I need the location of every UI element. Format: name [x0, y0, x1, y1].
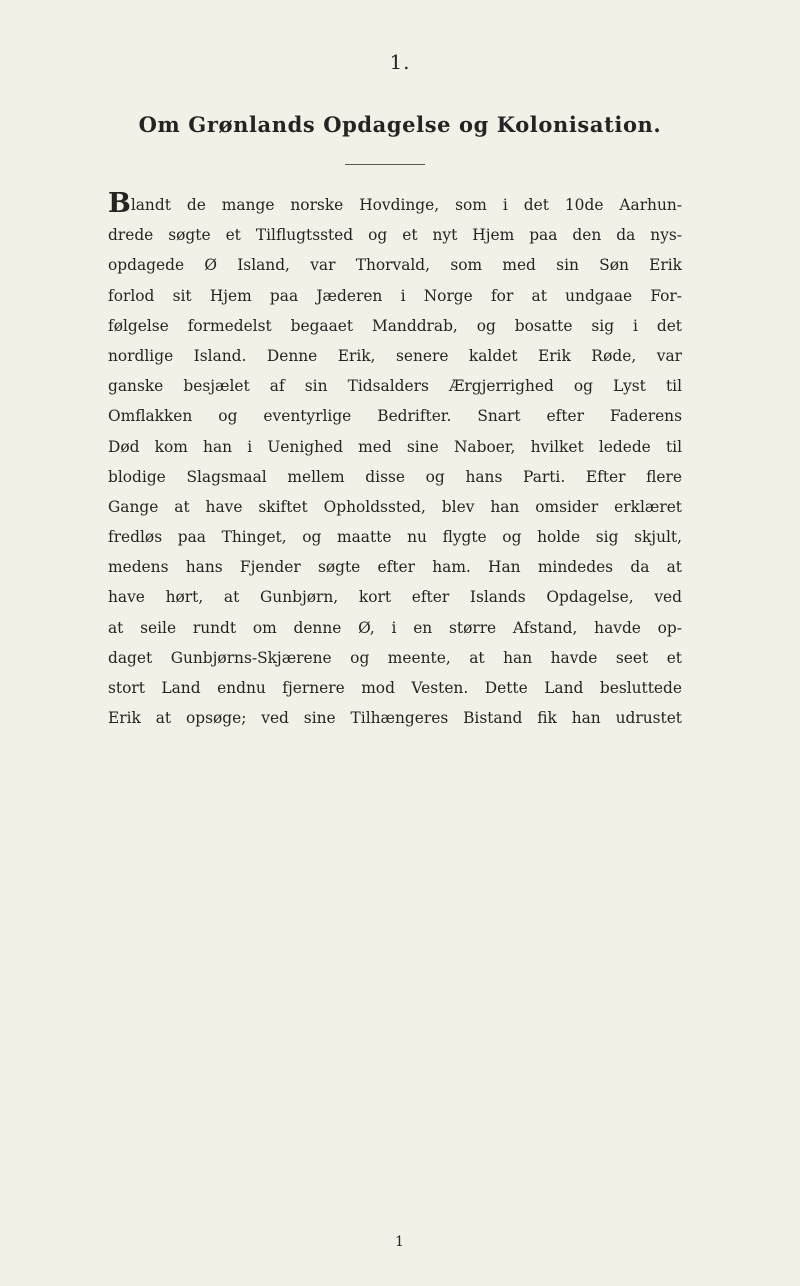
drop-cap: B: [108, 190, 131, 219]
text-line: opdagede Ø Island, var Thorvald, som med sin Søn Erik: [108, 256, 682, 275]
text-line: Omflakken og eventyrlige Bedrifter. Snart efter Faderens: [108, 407, 682, 426]
first-line-text: landt de mange norske Hovdinge, som i det 10de Aarhun-: [130, 196, 682, 214]
text-line: at seile rundt om denne Ø, i en større Afstand, havde op-: [108, 618, 682, 637]
text-line: ganske besjælet af sin Tidsalders Ærgjerrighed og Lyst til: [108, 377, 682, 396]
text-line: medens hans Fjender søgte efter ham. Han mindedes da at: [108, 558, 682, 577]
text-line: have hørt, at Gunbjørn, kort efter Islands Opdagelse, ved: [108, 588, 682, 607]
text-line: drede søgte et Tilflugtssted og et nyt Hjem paa den da nys-: [108, 226, 682, 245]
chapter-number: 1.: [389, 50, 411, 74]
text-line: fredløs paa Thinget, og maatte nu flygte og holde sig skjult,: [108, 528, 682, 547]
text-line: nordlige Island. Denne Erik, senere kaldet Erik Røde, var: [108, 346, 682, 365]
text-line: Gange at have skiftet Opholdssted, blev han omsider erklæret: [108, 497, 682, 516]
text-line: blodige Slagsmaal mellem disse og hans Parti. Efter flere: [108, 467, 682, 486]
text-line-1: [108, 190, 682, 220]
page-signature: 1: [395, 1234, 404, 1250]
text-line: følgelse formedelst begaaet Manddrab, og bosatte sig i det: [108, 316, 682, 335]
chapter-title: Om Grønlands Opdagelse og Kolonisation.: [138, 112, 662, 137]
text-line: forlod sit Hjem paa Jæderen i Norge for at undgaae For-: [108, 286, 682, 305]
text-line: daget Gunbjørns-Skjærene og meente, at han havde seet et: [108, 648, 682, 667]
text-line: Erik at opsøge; ved sine Tilhængeres Bistand fik han udrustet: [108, 709, 682, 728]
body-text: [108, 190, 682, 733]
title-divider: [345, 164, 425, 165]
text-line: Død kom han i Uenighed med sine Naboer, hvilket ledede til: [108, 437, 682, 456]
text-line: stort Land endnu fjernere mod Vesten. Dette Land besluttede: [108, 679, 682, 697]
